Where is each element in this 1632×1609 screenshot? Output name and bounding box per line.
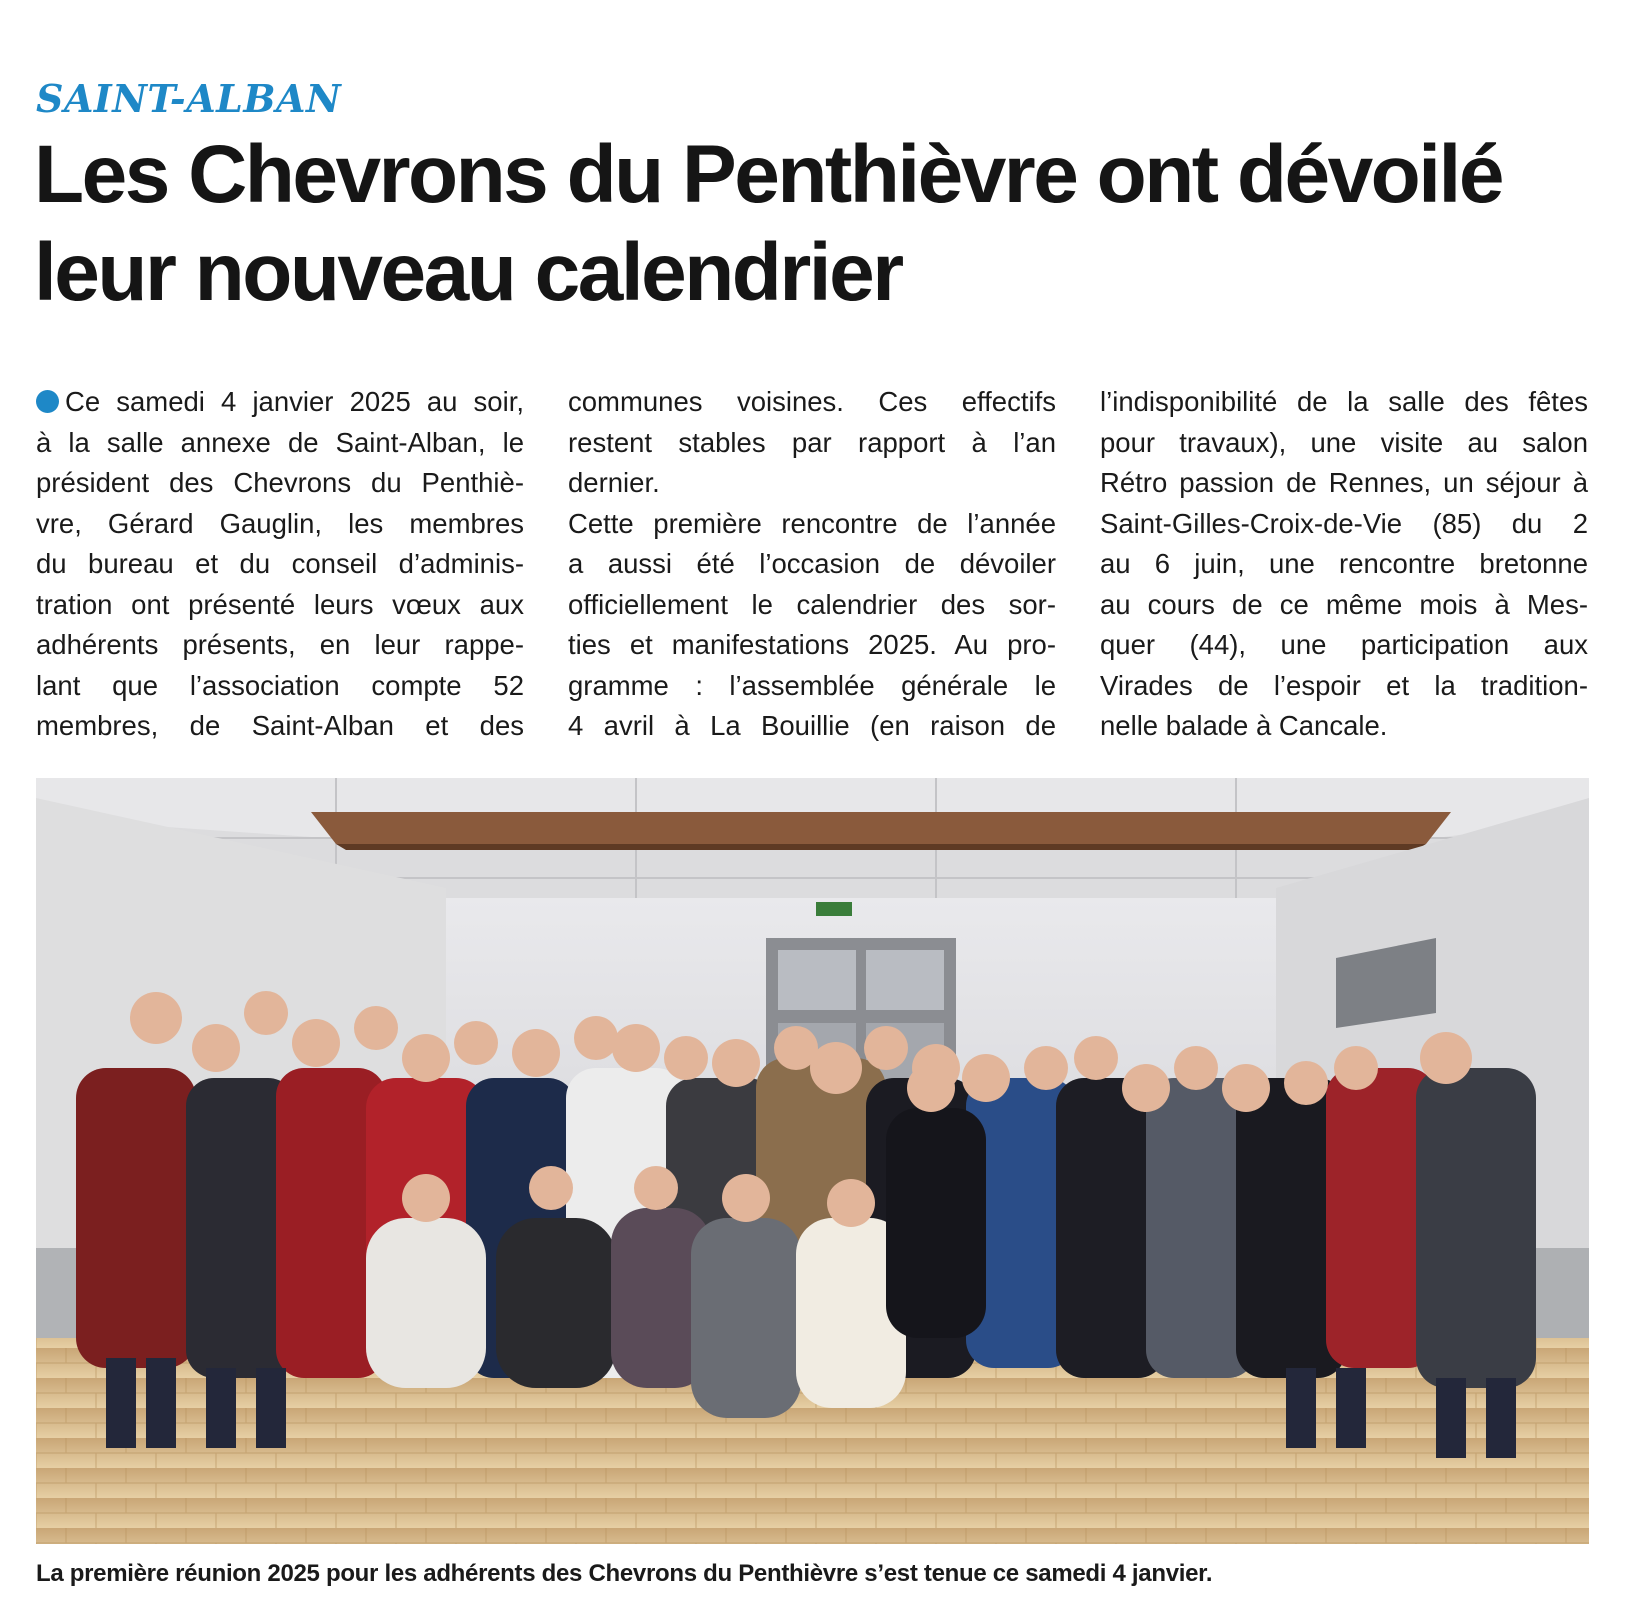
body-line: au 6 juin, une rencontre bretonne [1100, 548, 1588, 579]
body-line: quer (44), une participation aux [1100, 629, 1588, 660]
bullet-dot-icon [36, 390, 59, 413]
headline-line-1: Les Chevrons du Penthièvre ont dévoilé [34, 129, 1502, 220]
photo-caption: La première réunion 2025 pour les adhérents des Chevrons du Penthièvre s’est tenue ce samedi 4 janvier. [36, 1560, 1213, 1587]
body-line: vre, Gérard Gauglin, les membres [36, 507, 524, 539]
body-line: restent stables par rapport à l’an [568, 426, 1056, 458]
body-line: à la salle annexe de Saint-Alban, le [36, 426, 524, 458]
body-line: l’indisponibilité de la salle des fêtes [1100, 386, 1588, 417]
body-line: nelle balade à Cancale. [1100, 710, 1388, 741]
exit-sign-icon [816, 902, 852, 916]
body-line: dernier. [568, 467, 660, 498]
headline-line-2: leur nouveau calendrier [34, 227, 902, 318]
group-photo-illustration [36, 778, 1589, 1544]
article-kicker: SAINT-ALBAN [36, 76, 342, 121]
body-line: du bureau et du conseil d’adminis- [36, 548, 524, 579]
body-line: au cours de ce même mois à Mes- [1100, 588, 1588, 620]
body-line: Ce samedi 4 janvier 2025 au soir, [36, 382, 524, 423]
ceiling-beam [311, 812, 1451, 844]
article-headline [34, 126, 1594, 322]
body-line: président des Chevrons du Penthiè- [36, 467, 524, 498]
body-line: ties et manifestations 2025. Au pro- [568, 629, 1056, 660]
body-column-2 [568, 382, 1056, 747]
body-line: communes voisines. Ces effectifs [568, 386, 1056, 417]
body-line: Saint-Gilles-Croix-de-Vie (85) du 2 [1100, 507, 1588, 539]
body-line: lant que l’association compte 52 [36, 669, 524, 701]
article-body [36, 382, 1588, 752]
body-line: gramme : l’assemblée générale le [568, 669, 1056, 701]
body-line: pour travaux), une visite au salon [1100, 426, 1588, 458]
body-column-1 [36, 382, 524, 747]
group-photo [36, 778, 1589, 1544]
body-line: Rétro passion de Rennes, un séjour à [1100, 467, 1588, 498]
body-column-3 [1100, 382, 1588, 747]
body-line: Cette première rencontre de l’année [568, 507, 1056, 539]
body-line: tration ont présenté leurs vœux aux [36, 588, 524, 620]
body-line: a aussi été l’occasion de dévoiler [568, 548, 1056, 579]
body-line: membres, de Saint-Alban et des [36, 710, 524, 741]
body-line: officiellement le calendrier des sor- [568, 588, 1056, 620]
body-line: Virades de l’espoir et la tradition- [1100, 669, 1588, 701]
body-line: 4 avril à La Bouillie (en raison de [568, 710, 1056, 741]
body-line: adhérents présents, en leur rappe- [36, 629, 524, 660]
